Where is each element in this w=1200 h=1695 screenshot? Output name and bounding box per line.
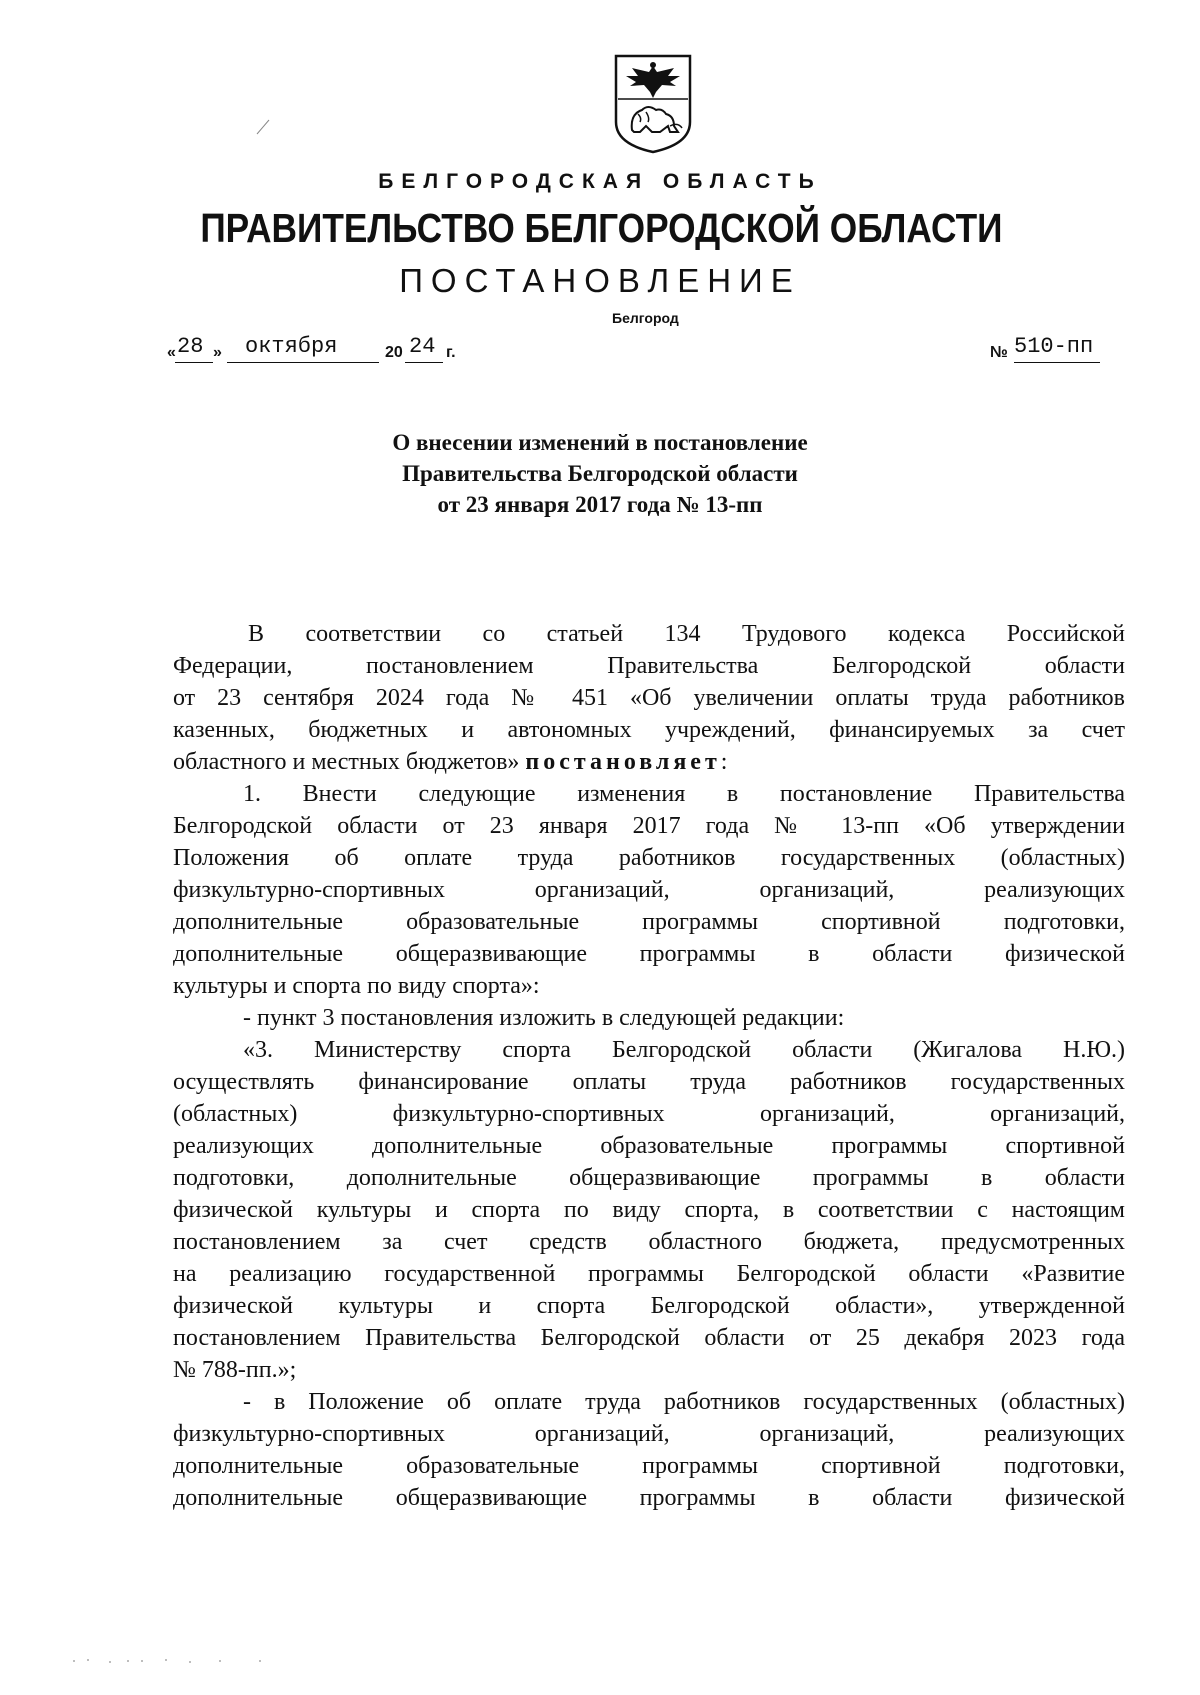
- body-line: физической культуры и спорта Белгородской области», утвержденной: [173, 1293, 1125, 1319]
- body-line: Федерации, постановлением Правительства Белгородской области: [173, 653, 1125, 679]
- body-line: В соответствии со статьей 134 Трудового кодекса Российской: [248, 621, 1125, 647]
- date-open-quote: «: [167, 344, 176, 361]
- body-line: физкультурно-спортивных организаций, организаций, реализующих: [173, 877, 1125, 903]
- body-line: дополнительные образовательные программы спортивной подготовки,: [173, 1453, 1125, 1479]
- body-line: подготовки, дополнительные общеразвивающие программы в области: [173, 1165, 1125, 1191]
- document-number: [990, 330, 1110, 364]
- date-month: октября: [245, 334, 338, 359]
- region-name: БЕЛГОРОДСКАЯ ОБЛАСТЬ: [378, 170, 822, 193]
- government-name: ПРАВИТЕЛЬСТВО БЕЛГОРОДСКОЙ ОБЛАСТИ: [200, 205, 1003, 251]
- number-value: 510-пп: [1014, 334, 1094, 359]
- body-line: физкультурно-спортивных организаций, организаций, реализующих: [173, 1421, 1125, 1447]
- body-line: постановлением за счет средств областного бюджета, предусмотренных: [173, 1229, 1125, 1255]
- body-line: 1. Внести следующие изменения в постановление Правительства: [243, 781, 1125, 807]
- body-line: № 788-пп.»;: [173, 1357, 297, 1383]
- document-body: [173, 618, 1125, 1514]
- body-line: физической культуры и спорта по виду спорта, в соответствии с настоящим: [173, 1197, 1125, 1223]
- body-line: «3. Министерству спорта Белгородской области (Жигалова Н.Ю.): [243, 1037, 1125, 1063]
- body-line: дополнительные общеразвивающие программы в области физической: [173, 1485, 1125, 1511]
- date-day: 28: [177, 334, 204, 359]
- title-line: Правительства Белгородской области: [402, 461, 798, 486]
- title-line: О внесении изменений в постановление: [392, 430, 808, 455]
- body-line: (областных) физкультурно-спортивных организаций, организаций,: [173, 1101, 1125, 1127]
- scan-specks: [70, 1655, 280, 1667]
- body-line: постановлением Правительства Белгородской области от 25 декабря 2023 года: [173, 1325, 1125, 1351]
- body-line: Положения об оплате труда работников государственных (областных): [173, 845, 1125, 871]
- body-line: [173, 746, 1125, 778]
- body-line: осуществлять финансирование оплаты труда работников государственных: [173, 1069, 1125, 1095]
- date-close-quote: »: [213, 344, 222, 361]
- number-prefix: №: [990, 344, 1008, 361]
- document-type: ПОСТАНОВЛЕНИЕ: [399, 262, 801, 299]
- body-text: областного и местных бюджетов»: [173, 749, 520, 775]
- date-year-mark: г.: [446, 344, 456, 361]
- body-line: реализующих дополнительные образовательные программы спортивной: [173, 1133, 1125, 1159]
- body-line: - в Положение об оплате труда работников государственных (областных): [243, 1389, 1125, 1415]
- body-line: на реализацию государственной программы Белгородской области «Развитие: [173, 1261, 1125, 1287]
- body-line: от 23 сентября 2024 года № 451 «Об увеличении оплаты труда работников: [173, 685, 1125, 711]
- body-line: - пункт 3 постановления изложить в следующей редакции:: [243, 1005, 845, 1031]
- body-line: дополнительные образовательные программы спортивной подготовки,: [173, 909, 1125, 935]
- document-title: [0, 427, 1200, 520]
- body-text: :: [720, 749, 728, 775]
- city-name: Белгород: [612, 310, 679, 326]
- body-line: Белгородской области от 23 января 2017 года № 13-пп «Об утверждении: [173, 813, 1125, 839]
- coat-of-arms-icon: [612, 52, 694, 156]
- body-line: дополнительные общеразвивающие программы в области физической: [173, 941, 1125, 967]
- pen-mark: [255, 116, 275, 136]
- title-line: от 23 января 2017 года № 13-пп: [437, 492, 763, 517]
- date-year-prefix: 20: [385, 344, 403, 361]
- body-line: казенных, бюджетных и автономных учреждений, финансируемых за счет: [173, 717, 1125, 743]
- enacting-verb: постановляет: [525, 749, 721, 775]
- body-line: культуры и спорта по виду спорта»:: [173, 973, 540, 999]
- date-year-suffix: 24: [409, 334, 436, 359]
